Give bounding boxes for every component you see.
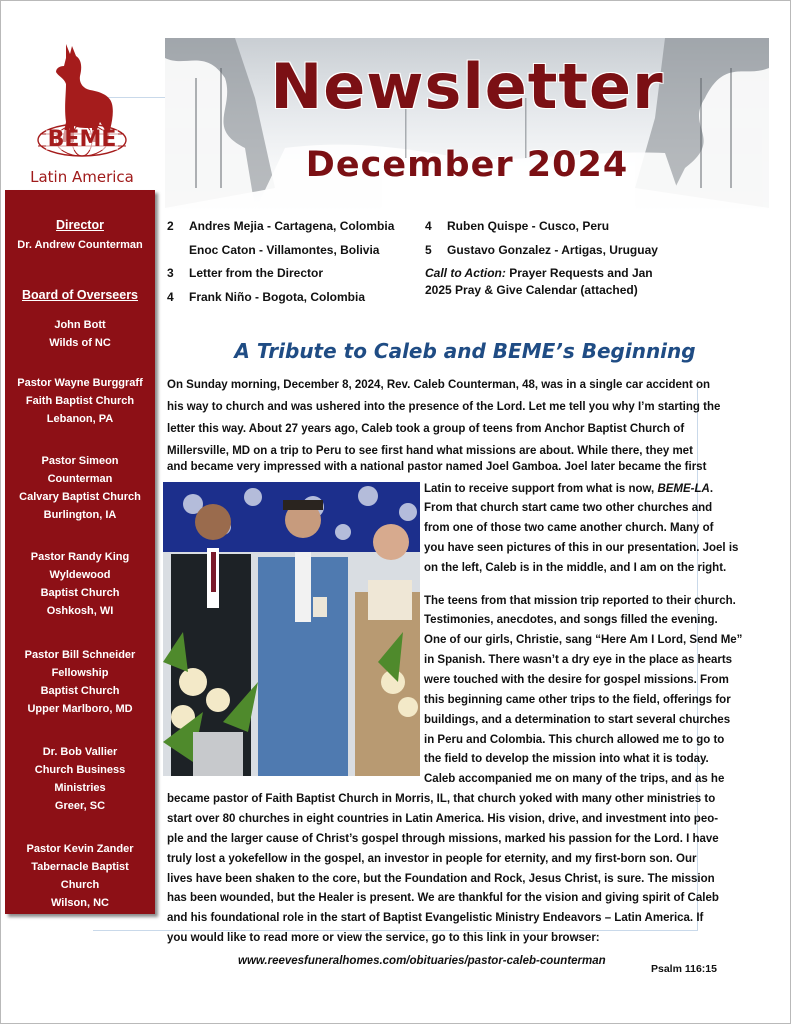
body-line: buildings, and a determination to start several churches (424, 714, 731, 726)
overseer-line: Greer, SC (54, 800, 106, 812)
body-line: his way to church and was ushered into the presence of the Lord. Let me tell you why I’m starting the (167, 401, 721, 413)
contents-item: 3 Letter from the Director (167, 266, 324, 280)
body-line: in Spanish. There wasn’t a dry eye in the place as hearts (424, 654, 733, 666)
body-line: lives have been shaken to the core, but the Foundation and Rock, Jesus Christ, is sure. The mission (167, 873, 715, 885)
body-line: and became very impressed with a national pastor named Joel Gamboa. Joel later became the first (167, 461, 707, 473)
body-line: has been wounded, but the Healer is present. We are thankful for the vision and giving spirit of Caleb (167, 892, 719, 904)
contents-item: 4 Frank Niño - Bogota, Colombia (167, 290, 365, 304)
obituary-link[interactable]: www.reevesfuneralhomes.com/obituaries/pastor-caleb-counterman (238, 955, 606, 967)
overseer-line: Upper Marlboro, MD (27, 703, 133, 715)
body-line: The teens from that mission trip reported to their church. (424, 595, 736, 607)
overseer-line: Burlington, IA (43, 509, 117, 521)
body-line: from one of those two came another church. Many of (424, 522, 714, 534)
body-line: Caleb accompanied me on many of the trips, and as he (424, 773, 725, 785)
contents-item: 4 Ruben Quispe - Cusco, Peru (425, 219, 610, 233)
overseer-line: Pastor Simeon (41, 455, 119, 467)
newsletter-title: Newsletter (270, 50, 664, 123)
newsletter-date: December 2024 (305, 145, 629, 185)
director-name: Dr. Andrew Counterman (17, 239, 143, 251)
body-line: From that church start came two other churches and (424, 502, 713, 514)
overseer-line: Ministries (54, 782, 106, 794)
body-line: this beginning came other trips to the field, offerings for (424, 694, 731, 706)
body-line: became pastor of Faith Baptist Church in Morris, IL, that church yoked with many other ministries to (167, 793, 716, 805)
overseer-line: Pastor Wayne Burggraff (17, 377, 143, 389)
body-line: Latin to receive support from what is now, BEME-LA. (424, 483, 714, 495)
overseer-line: Wyldewood (49, 569, 111, 581)
body-line: in Peru and Colombia. This church allowed me to go to (424, 734, 725, 746)
overseer-line: Wilson, NC (51, 897, 109, 909)
body-line: you have seen pictures of this in our presentation. Joel is (424, 542, 739, 554)
body-line: On Sunday morning, December 8, 2024, Rev. Caleb Counterman, 48, was in a single car accident on (167, 379, 711, 391)
contents-item: 2 Andres Mejia - Cartagena, Colombia (167, 219, 395, 233)
body-line: ple and the larger cause of Christ’s gospel through missions, marked his passion for the Lord. I have (167, 833, 719, 845)
overseer-line: Oshkosh, WI (46, 605, 114, 617)
three-men-photo (163, 482, 420, 776)
overseer-line: Pastor Randy King (30, 551, 130, 563)
guide-line (93, 930, 698, 931)
overseer-line: John Bott (54, 319, 106, 331)
body-line: and his foundational role in the start of Baptist Evangelistic Ministry Endeavors – Latin America. If (167, 912, 704, 924)
body-line: Testimonies, anecdotes, and songs filled the evening. (424, 614, 718, 626)
call-to-action: Call to Action: Prayer Requests and Jan 2025 Pray & Give Calendar (attached) (425, 266, 653, 297)
overseer-line: Baptist Church (40, 587, 120, 599)
overseer-line: Church (60, 879, 100, 891)
body-line: One of our girls, Christie, sang “Here Am I Lord, Send Me” (424, 634, 743, 646)
overseer-line: Tabernacle Baptist (31, 861, 129, 873)
article-headline: A Tribute to Caleb and BEME’s Beginning (234, 339, 696, 363)
body-line: letter this way. About 27 years ago, Caleb took a group of teens from Anchor Baptist Church of (167, 423, 685, 435)
beme-logo (26, 38, 138, 188)
body-line: truly lost a yokefellow in the gospel, an investor in people for eternity, and my first-born son. Our (167, 853, 697, 865)
overseer-line: Pastor Kevin Zander (26, 843, 134, 855)
body-line: you would like to read more or view the service, go to this link in your browser: (167, 932, 600, 944)
body-line: were touched with the desire for gospel missions. From (424, 674, 729, 686)
contents-item: 5 Gustavo Gonzalez - Artigas, Uruguay (425, 243, 658, 257)
overseer-line: Baptist Church (40, 685, 120, 697)
overseer-line: Counterman (47, 473, 113, 485)
body-line: Millersville, MD on a trip to Peru to see first hand what missions are about. While there, they met (167, 445, 693, 457)
overseer-line: Lebanon, PA (46, 413, 114, 425)
body-line: the field to develop the mission into what it is today. (424, 753, 709, 765)
llama-globe-icon (26, 38, 138, 168)
overseer-line: Faith Baptist Church (25, 395, 135, 407)
overseer-line: Church Business (34, 764, 126, 776)
logo-subtitle: Latin America (30, 168, 134, 186)
overseer-line: Dr. Bob Vallier (42, 746, 118, 758)
logo-acronym: BEME (47, 127, 117, 152)
leadership-sidebar (5, 190, 155, 914)
overseer-line: Calvary Baptist Church (19, 491, 141, 503)
overseer-line: Fellowship (51, 667, 109, 679)
overseer-line: Wilds of NC (49, 337, 111, 349)
psalm-reference: Psalm 116:15 (651, 963, 717, 975)
board-heading: Board of Overseers (21, 288, 139, 302)
overseer-line: Pastor Bill Schneider (24, 649, 136, 661)
director-heading: Director (56, 218, 104, 232)
newsletter-banner (165, 38, 769, 211)
contents-item: Enoc Caton - Villamontes, Bolivia (189, 243, 380, 257)
body-line: on the left, Caleb is in the middle, and I am on the right. (424, 562, 727, 574)
body-line: start over 80 churches in eight countries in Latin America. His vision, drive, and investment into peo- (167, 813, 719, 825)
article-photo (163, 482, 420, 776)
